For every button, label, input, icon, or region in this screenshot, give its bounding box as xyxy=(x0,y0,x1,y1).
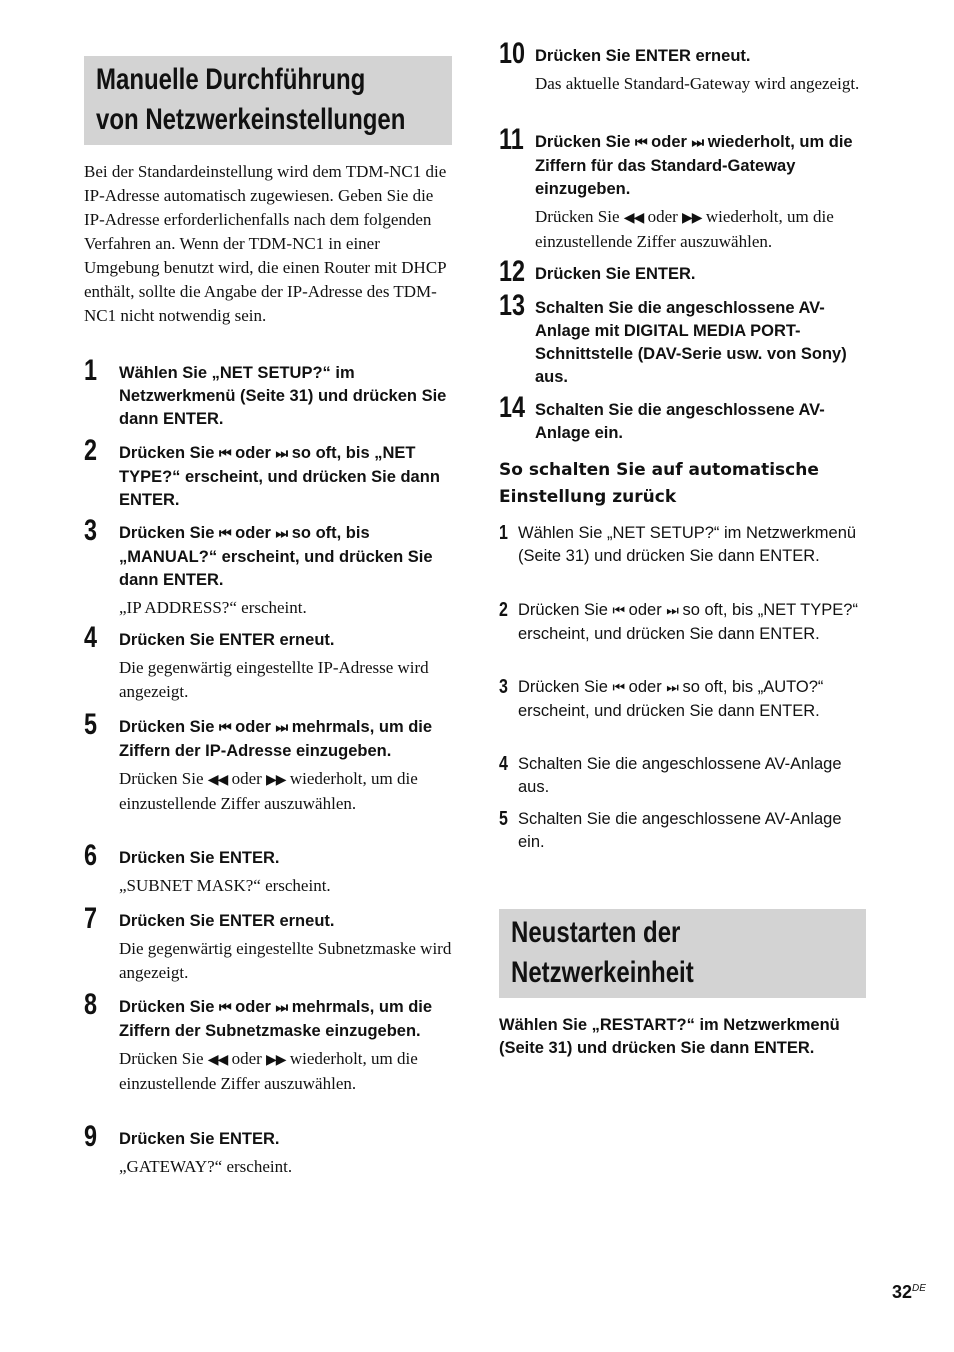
page-number-suffix: DE xyxy=(912,1283,926,1294)
step-9 xyxy=(84,1122,452,1179)
substep-text: Schalten Sie die angeschlossene AV-Anlage ein. xyxy=(518,810,842,851)
substep-number: 5 xyxy=(499,808,508,830)
step-title xyxy=(535,131,867,201)
substep-3 xyxy=(499,676,867,723)
step-description: Die gegenwärtig eingestellte IP-Adresse wird angezeigt. xyxy=(119,658,429,701)
text: mehrmals, um die Ziffern der Subnetzmaske einzugeben. xyxy=(119,998,433,1040)
step-number: 13 xyxy=(499,289,526,322)
text: wiederholt, um die einzustellende Ziffer auszuwählen. xyxy=(119,1049,418,1093)
rewind-icon: ◀◀ xyxy=(623,210,644,226)
next-track-icon: ⏭ xyxy=(666,603,678,619)
step-number: 2 xyxy=(84,434,98,467)
previous-track-icon: ⏮ xyxy=(634,135,647,151)
text: wiederholt, um die einzustellende Ziffer auszuwählen. xyxy=(119,769,418,813)
fast-forward-icon: ▶▶ xyxy=(266,772,286,788)
text: oder xyxy=(628,601,662,619)
fast-forward-icon: ▶▶ xyxy=(682,210,702,226)
restart-instruction: Wählen Sie „RESTART?“ im Netzwerkmenü (Seite 31) und drücken Sie dann ENTER. xyxy=(499,1016,840,1057)
step-title: Drücken Sie ENTER. xyxy=(119,1130,280,1148)
text: oder xyxy=(651,133,687,151)
substep-number: 2 xyxy=(499,599,508,621)
text: oder xyxy=(235,718,271,736)
substep-number: 3 xyxy=(499,676,508,698)
text: Drücken Sie xyxy=(518,601,608,619)
next-track-icon: ⏭ xyxy=(666,680,678,696)
text: oder xyxy=(235,444,271,462)
step-description: Das aktuelle Standard-Gateway wird angezeigt. xyxy=(535,74,860,93)
previous-track-icon: ⏮ xyxy=(612,680,625,696)
step-title xyxy=(119,996,452,1043)
step-description: „SUBNET MASK?“ erscheint. xyxy=(119,876,331,895)
step-number: 12 xyxy=(499,255,526,288)
substep-4 xyxy=(499,753,867,799)
step-description xyxy=(119,1047,452,1096)
previous-track-icon: ⏮ xyxy=(612,603,625,619)
step-title: Drücken Sie ENTER. xyxy=(119,849,280,867)
previous-track-icon: ⏮ xyxy=(218,446,231,462)
step-3 xyxy=(84,516,452,620)
page-number-value: 32 xyxy=(892,1282,913,1302)
text: oder xyxy=(231,769,262,788)
step-description: Die gegenwärtig eingestellte Subnetzmaske wird angezeigt. xyxy=(119,939,452,982)
step-number: 7 xyxy=(84,902,98,935)
previous-track-icon: ⏮ xyxy=(218,526,231,542)
text: oder xyxy=(628,678,662,696)
step-7 xyxy=(84,904,452,985)
rewind-icon: ◀◀ xyxy=(207,772,228,788)
next-track-icon: ⏭ xyxy=(275,720,288,736)
step-description: „GATEWAY?“ erscheint. xyxy=(119,1157,293,1176)
previous-track-icon: ⏮ xyxy=(218,720,231,736)
next-track-icon: ⏭ xyxy=(275,1000,288,1016)
step-title: Wählen Sie „NET SETUP?“ im Netzwerkmenü (Seite 31) und drücken Sie dann ENTER. xyxy=(119,364,447,428)
next-track-icon: ⏭ xyxy=(275,446,288,462)
section-heading-restart xyxy=(499,909,866,998)
substep-text: Schalten Sie die angeschlossene AV-Anlage aus. xyxy=(518,755,842,796)
text: oder xyxy=(235,998,271,1016)
step-title: Schalten Sie die angeschlossene AV-Anlage mit DIGITAL MEDIA PORT-Schnittstelle (DAV-Serie usw. von Sony) aus. xyxy=(535,299,847,386)
step-6 xyxy=(84,841,452,898)
heading-line-1: Manuelle Durchführung xyxy=(96,63,366,96)
text: Drücken Sie xyxy=(535,133,631,151)
step-number: 1 xyxy=(84,354,98,387)
text: so oft, bis „AUTO?“ erscheint, und drücken Sie dann ENTER. xyxy=(518,678,824,720)
text: Drücken Sie xyxy=(119,998,215,1016)
page-number xyxy=(892,1282,926,1303)
text: Drücken Sie xyxy=(119,718,215,736)
substep-text xyxy=(518,676,867,723)
step-13 xyxy=(499,291,867,389)
step-title xyxy=(119,522,452,592)
step-title: Drücken Sie ENTER erneut. xyxy=(535,47,751,65)
substep-text: Wählen Sie „NET SETUP?“ im Netzwerkmenü (Seite 31) und drücken Sie dann ENTER. xyxy=(518,524,857,565)
step-5 xyxy=(84,710,452,816)
step-description xyxy=(119,767,452,816)
heading-line-1: Neustarten der xyxy=(511,916,681,949)
next-track-icon: ⏭ xyxy=(691,135,704,151)
step-title xyxy=(119,716,452,763)
step-number: 8 xyxy=(84,988,98,1021)
section-heading-manual xyxy=(84,56,452,145)
text: oder xyxy=(647,207,678,226)
step-title: Drücken Sie ENTER. xyxy=(535,265,696,283)
step-number: 9 xyxy=(84,1120,98,1153)
text: oder xyxy=(235,524,271,542)
text: so oft, bis „MANUAL?“ erscheint, und drücken Sie dann ENTER. xyxy=(119,524,433,589)
step-8 xyxy=(84,990,452,1096)
previous-track-icon: ⏮ xyxy=(218,1000,231,1016)
step-title: Schalten Sie die angeschlossene AV-Anlage ein. xyxy=(535,401,825,442)
text: so oft, bis „NET TYPE?“ erscheint, und drücken Sie dann ENTER. xyxy=(518,601,858,643)
step-title xyxy=(119,442,452,512)
text: oder xyxy=(231,1049,262,1068)
heading-line-2: von Netzwerkeinstellungen xyxy=(96,103,406,136)
step-2 xyxy=(84,436,452,512)
text: Drücken Sie xyxy=(535,207,620,226)
substep-5 xyxy=(499,808,867,854)
step-12 xyxy=(499,257,867,286)
step-14 xyxy=(499,393,867,445)
step-number: 3 xyxy=(84,514,98,547)
step-number: 11 xyxy=(499,123,524,156)
text: Drücken Sie xyxy=(119,1049,204,1068)
text: Drücken Sie xyxy=(518,678,608,696)
next-track-icon: ⏭ xyxy=(275,526,288,542)
step-1 xyxy=(84,356,452,431)
step-description: „IP ADDRESS?“ erscheint. xyxy=(119,598,307,617)
step-number: 10 xyxy=(499,37,526,70)
step-4 xyxy=(84,623,452,704)
step-number: 5 xyxy=(84,708,98,741)
rewind-icon: ◀◀ xyxy=(207,1052,228,1068)
substep-number: 1 xyxy=(499,522,508,544)
step-number: 6 xyxy=(84,839,98,872)
substep-1 xyxy=(499,522,867,568)
intro-paragraph: Bei der Standardeinstellung wird dem TDM-NC1 die IP-Adresse automatisch zugewiesen. Geben Sie die IP-Adresse erforderlichenfalls nach dem folgenden Verfahren an. Wenn der TDM-NC1 in einer Umgebung benutzt wird, die einen Router mit DHCP enthält, sollte die Angabe der IP-Adresse des TDM-NC1 nicht notwendig sein. xyxy=(84,162,447,325)
text: Drücken Sie xyxy=(119,769,204,788)
step-number: 4 xyxy=(84,621,98,654)
step-number: 14 xyxy=(499,391,526,424)
step-title: Drücken Sie ENTER erneut. xyxy=(119,912,335,930)
step-11 xyxy=(499,125,867,254)
text: so oft, bis „NET TYPE?“ erscheint, und drücken Sie dann ENTER. xyxy=(119,444,440,509)
subheading-auto-reset: So schalten Sie auf automatische Einstellung zurück xyxy=(499,460,819,507)
step-10 xyxy=(499,39,867,96)
text: wiederholt, um die einzustellende Ziffer auszuwählen. xyxy=(535,207,834,251)
substep-2 xyxy=(499,599,867,646)
text: wiederholt, um die Ziffern für das Standard-Gateway einzugeben. xyxy=(535,133,853,198)
text: mehrmals, um die Ziffern der IP-Adresse einzugeben. xyxy=(119,718,433,760)
heading-line-2: Netzwerkeinheit xyxy=(511,956,694,989)
substep-number: 4 xyxy=(499,753,508,775)
text: Drücken Sie xyxy=(119,524,215,542)
step-description xyxy=(535,205,867,254)
text: Drücken Sie xyxy=(119,444,215,462)
fast-forward-icon: ▶▶ xyxy=(266,1052,286,1068)
step-title: Drücken Sie ENTER erneut. xyxy=(119,631,335,649)
substep-text xyxy=(518,599,867,646)
